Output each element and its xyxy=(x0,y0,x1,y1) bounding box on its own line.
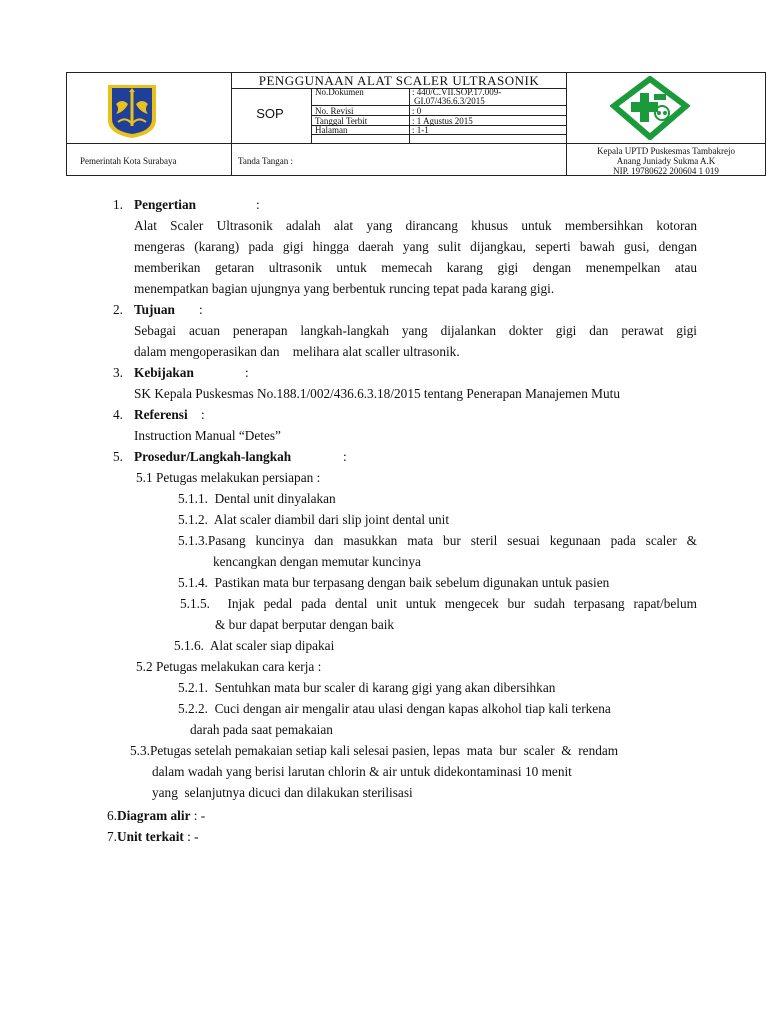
list-item: 5.1.5. Injak pedal pada dental unit untuk mengecek bur sudah terpasang rapat/belum xyxy=(180,596,697,611)
section-title: Pengertian xyxy=(134,197,197,212)
list-item: dalam wadah yang berisi larutan chlorin & air untuk didekontaminasi 10 menit xyxy=(152,764,572,779)
list-item: yang selanjutnya dicuci dan dilakukan sterilisasi xyxy=(152,785,413,800)
puskesmas-logo-icon xyxy=(610,76,690,140)
field-value: : 0 xyxy=(412,106,422,116)
paragraph-line: menempatkan bagian ujungnya yang berbentuk runcing tepat pada karang gigi. xyxy=(134,281,555,296)
government-caption: Pemerintah Kota Surabaya xyxy=(80,156,177,166)
section-colon: : xyxy=(201,407,205,422)
section-number: 3. xyxy=(113,365,123,380)
paragraph-line: mengeras (karang) pada gigi hingga daerah yang sulit dijangkau, seperti bawah gusi, dengan xyxy=(134,239,697,254)
field-label: No. Revisi xyxy=(315,106,354,116)
field-label: No.Dokumen xyxy=(315,87,364,97)
list-item: kencangkan dengan memutar kuncinya xyxy=(213,554,421,569)
list-item: 5.1.2. Alat scaler diambil dari slip joint dental unit xyxy=(178,512,450,527)
paragraph-line: Sebagai acuan penerapan langkah-langkah yang dijalankan dokter gigi dan perawat gigi xyxy=(134,323,697,338)
list-item: 5.1.1. Dental unit dinyalakan xyxy=(178,491,336,506)
field-value: : 440/C.VII.SOP.17.009- xyxy=(412,87,502,97)
signature-label: Tanda Tangan : xyxy=(238,156,294,166)
paragraph-line: Instruction Manual “Detes” xyxy=(134,428,281,443)
paragraph-line: dalam mengoperasikan dan melihara alat scaller ultrasonik. xyxy=(134,344,460,359)
field-value: : 1 Agustus 2015 xyxy=(412,116,473,126)
section-colon: : xyxy=(199,302,203,317)
field-value: : 1-1 xyxy=(412,125,429,135)
section-number: 5. xyxy=(113,449,123,464)
section-colon: : xyxy=(343,449,347,464)
paragraph-line: memberikan getaran ultrasonik untuk memecah karang gigi dengan menempelkan atau xyxy=(134,260,697,275)
section-unit-terkait: 7.Unit terkait : - xyxy=(107,829,199,844)
divider xyxy=(566,72,567,176)
list-item: 5.1.3.Pasang kuncinya dan masukkan mata bur steril sesuai kegunaan pada scaler & xyxy=(178,533,697,548)
section-title: Kebijakan xyxy=(134,365,194,380)
official-caption: Kepala UPTD Puskesmas Tambakrejo Anang Juniady Sukma A.K NIP. 19780622 200604 1 019 xyxy=(597,146,735,176)
list-item: 5.2 Petugas melakukan cara kerja : xyxy=(136,659,322,674)
section-colon: : xyxy=(256,197,260,212)
list-item: 5.1.6. Alat scaler siap dipakai xyxy=(174,638,335,653)
field-value: GI.07/436.6.3/2015 xyxy=(414,96,485,106)
list-item: darah pada saat pemakaian xyxy=(190,722,333,737)
list-item: & bur dapat berputar dengan baik xyxy=(215,617,395,632)
section-title: Referensi xyxy=(134,407,188,422)
section-diagram-alir: 6.Diagram alir : - xyxy=(107,808,206,823)
section-colon: : xyxy=(245,365,249,380)
list-item: 5.2.2. Cuci dengan air mengalir atau ulasi dengan kapas alkohol tiap kali terkena xyxy=(178,701,611,716)
field-label: Halaman xyxy=(315,125,348,135)
section-number: 4. xyxy=(113,407,123,422)
paragraph-line: Alat Scaler Ultrasonik adalah alat yang dirancang khusus untuk membersihkan kotoran xyxy=(134,218,697,233)
field-label: Tanggal Terbit xyxy=(315,116,368,126)
list-item: 5.2.1. Sentuhkan mata bur scaler di karang gigi yang akan dibersihkan xyxy=(178,680,556,695)
list-item: 5.1.4. Pastikan mata bur terpasang dengan baik sebelum digunakan untuk pasien xyxy=(178,575,610,590)
section-number: 2. xyxy=(113,302,123,317)
document-title: PENGGUNAAN ALAT SCALER ULTRASONIK xyxy=(258,73,540,88)
section-number: 1. xyxy=(113,197,123,212)
list-item: 5.3.Petugas setelah pemakaian setiap kali selesai pasien, lepas mata bur scaler & rendam xyxy=(130,743,619,758)
list-item: 5.1 Petugas melakukan persiapan : xyxy=(136,470,321,485)
paragraph-line: SK Kepala Puskesmas No.188.1/002/436.6.3.18/2015 tentang Penerapan Manajemen Mutu xyxy=(134,386,620,401)
divider xyxy=(311,134,566,135)
section-title: Tujuan xyxy=(134,302,175,317)
section-title: Prosedur/Langkah-langkah xyxy=(134,449,292,464)
surabaya-emblem-icon xyxy=(104,82,160,140)
sop-label: SOP xyxy=(256,106,284,121)
divider xyxy=(66,143,766,144)
